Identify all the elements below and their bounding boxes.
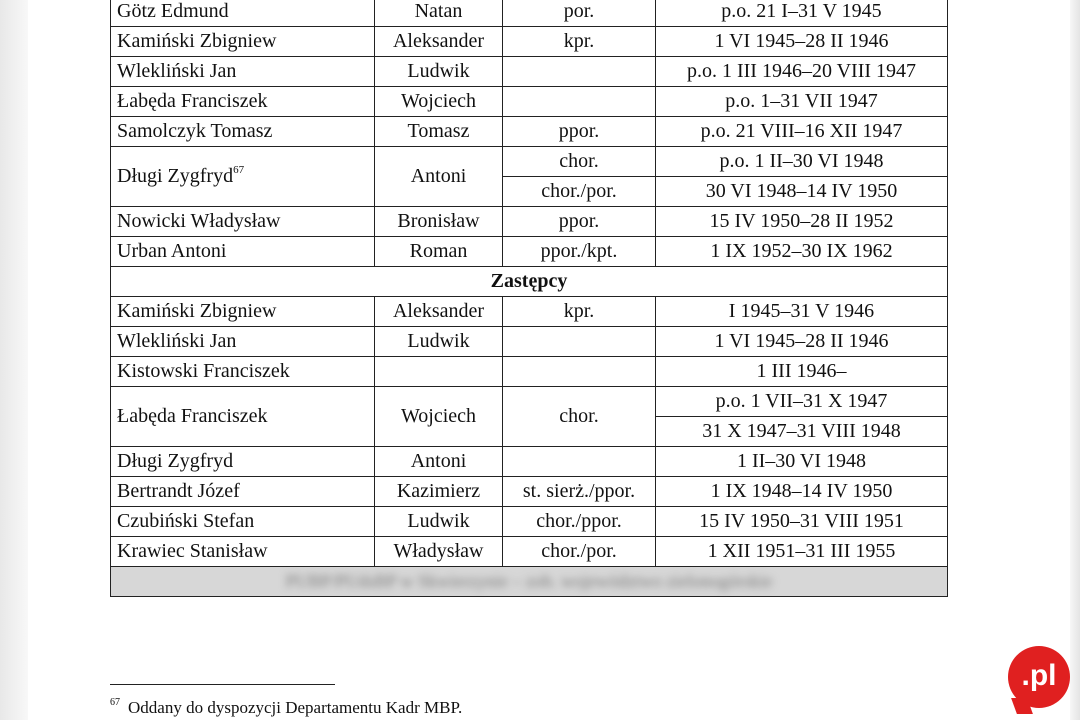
blurred-cell xyxy=(111,567,948,597)
father-name-cell: Wojciech xyxy=(375,87,503,117)
period-cell: p.o. 21 VIII–16 XII 1947 xyxy=(656,117,948,147)
father-name-cell: Natan xyxy=(375,0,503,27)
left-margin-shade xyxy=(0,0,28,720)
footnote-separator xyxy=(110,684,335,685)
period-cell: I 1945–31 V 1946 xyxy=(656,297,948,327)
table-row xyxy=(111,207,948,237)
table-row xyxy=(111,0,948,27)
officers-table xyxy=(110,0,948,597)
name-cell: Kamiński Zbigniew xyxy=(111,27,375,57)
rank-cell xyxy=(503,87,656,117)
right-margin-shade xyxy=(1070,0,1080,720)
footnote-number: 67 xyxy=(110,697,120,708)
name-cell: Nowicki Władysław xyxy=(111,207,375,237)
section-title: Zastępcy xyxy=(111,267,948,297)
table-row xyxy=(111,237,948,267)
period-cell: 15 IV 1950–28 II 1952 xyxy=(656,207,948,237)
rank-cell: ppor./kpt. xyxy=(503,237,656,267)
name-text: Długi Zygfryd xyxy=(117,165,234,187)
table-row xyxy=(111,537,948,567)
father-name-cell: Aleksander xyxy=(375,27,503,57)
table-row xyxy=(111,507,948,537)
rank-cell: chor. xyxy=(503,147,656,177)
name-cell: Łabęda Franciszek xyxy=(111,87,375,117)
name-cell: Czubiński Stefan xyxy=(111,507,375,537)
period-cell: 1 IX 1952–30 IX 1962 xyxy=(656,237,948,267)
father-name-cell xyxy=(375,357,503,387)
rank-cell: chor./por. xyxy=(503,177,656,207)
table-row xyxy=(111,477,948,507)
table-row xyxy=(111,87,948,117)
table-row xyxy=(111,57,948,87)
period-cell: p.o. 21 I–31 V 1945 xyxy=(656,0,948,27)
footnote-text: Oddany do dyspozycji Departamentu Kadr MBP. xyxy=(128,698,463,717)
name-cell: Łabęda Franciszek xyxy=(111,387,375,447)
table-row xyxy=(111,27,948,57)
period-cell: 31 X 1947–31 VIII 1948 xyxy=(656,417,948,447)
period-cell: 1 II–30 VI 1948 xyxy=(656,447,948,477)
father-name-cell: Aleksander xyxy=(375,297,503,327)
rank-cell: ppor. xyxy=(503,207,656,237)
name-cell: Bertrandt Józef xyxy=(111,477,375,507)
rank-cell xyxy=(503,357,656,387)
name-cell: Krawiec Stanisław xyxy=(111,537,375,567)
table-row xyxy=(111,357,948,387)
father-name-cell: Kazimierz xyxy=(375,477,503,507)
rank-cell xyxy=(503,57,656,87)
name-cell: Kistowski Franciszek xyxy=(111,357,375,387)
period-cell: 15 IV 1950–31 VIII 1951 xyxy=(656,507,948,537)
rank-cell: chor. xyxy=(503,387,656,447)
period-cell: 30 VI 1948–14 IV 1950 xyxy=(656,177,948,207)
footnote-ref: 67 xyxy=(233,164,245,176)
period-cell: p.o. 1 VII–31 X 1947 xyxy=(656,387,948,417)
father-name-cell: Antoni xyxy=(375,147,503,207)
father-name-cell: Roman xyxy=(375,237,503,267)
rank-cell: st. sierż./ppor. xyxy=(503,477,656,507)
period-cell: p.o. 1 III 1946–20 VIII 1947 xyxy=(656,57,948,87)
father-name-cell: Władysław xyxy=(375,537,503,567)
table-row xyxy=(111,297,948,327)
section-row xyxy=(111,267,948,297)
name-cell: Götz Edmund xyxy=(111,0,375,27)
father-name-cell: Ludwik xyxy=(375,327,503,357)
footnote xyxy=(110,698,462,718)
father-name-cell: Ludwik xyxy=(375,507,503,537)
rank-cell: kpr. xyxy=(503,297,656,327)
rank-cell: chor./por. xyxy=(503,537,656,567)
father-name-cell: Bronisław xyxy=(375,207,503,237)
name-cell: Kamiński Zbigniew xyxy=(111,297,375,327)
name-cell: Samolczyk Tomasz xyxy=(111,117,375,147)
period-cell: 1 IX 1948–14 IV 1950 xyxy=(656,477,948,507)
table-row xyxy=(111,327,948,357)
table-row xyxy=(111,387,948,417)
table-row xyxy=(111,117,948,147)
father-name-cell: Ludwik xyxy=(375,57,503,87)
site-logo-icon[interactable]: .pl xyxy=(1008,646,1070,708)
rank-cell: ppor. xyxy=(503,117,656,147)
table-row xyxy=(111,147,948,177)
period-cell: 1 XII 1951–31 III 1955 xyxy=(656,537,948,567)
father-name-cell: Wojciech xyxy=(375,387,503,447)
name-cell: Wlekliński Jan xyxy=(111,327,375,357)
name-cell xyxy=(111,147,375,207)
father-name-cell: Tomasz xyxy=(375,117,503,147)
rank-cell: kpr. xyxy=(503,27,656,57)
table-row xyxy=(111,447,948,477)
rank-cell: chor./ppor. xyxy=(503,507,656,537)
blurred-text: PUBP/PUdsBP w Skwierzynie – zob. województwo zielonogórskie xyxy=(285,571,773,591)
blurred-row xyxy=(111,567,948,597)
father-name-cell: Antoni xyxy=(375,447,503,477)
name-cell: Urban Antoni xyxy=(111,237,375,267)
rank-cell: por. xyxy=(503,0,656,27)
period-cell: p.o. 1 II–30 VI 1948 xyxy=(656,147,948,177)
period-cell: 1 III 1946– xyxy=(656,357,948,387)
period-cell: 1 VI 1945–28 II 1946 xyxy=(656,327,948,357)
period-cell: p.o. 1–31 VII 1947 xyxy=(656,87,948,117)
rank-cell xyxy=(503,327,656,357)
period-cell: 1 VI 1945–28 II 1946 xyxy=(656,27,948,57)
name-cell: Wlekliński Jan xyxy=(111,57,375,87)
name-cell: Długi Zygfryd xyxy=(111,447,375,477)
rank-cell xyxy=(503,447,656,477)
